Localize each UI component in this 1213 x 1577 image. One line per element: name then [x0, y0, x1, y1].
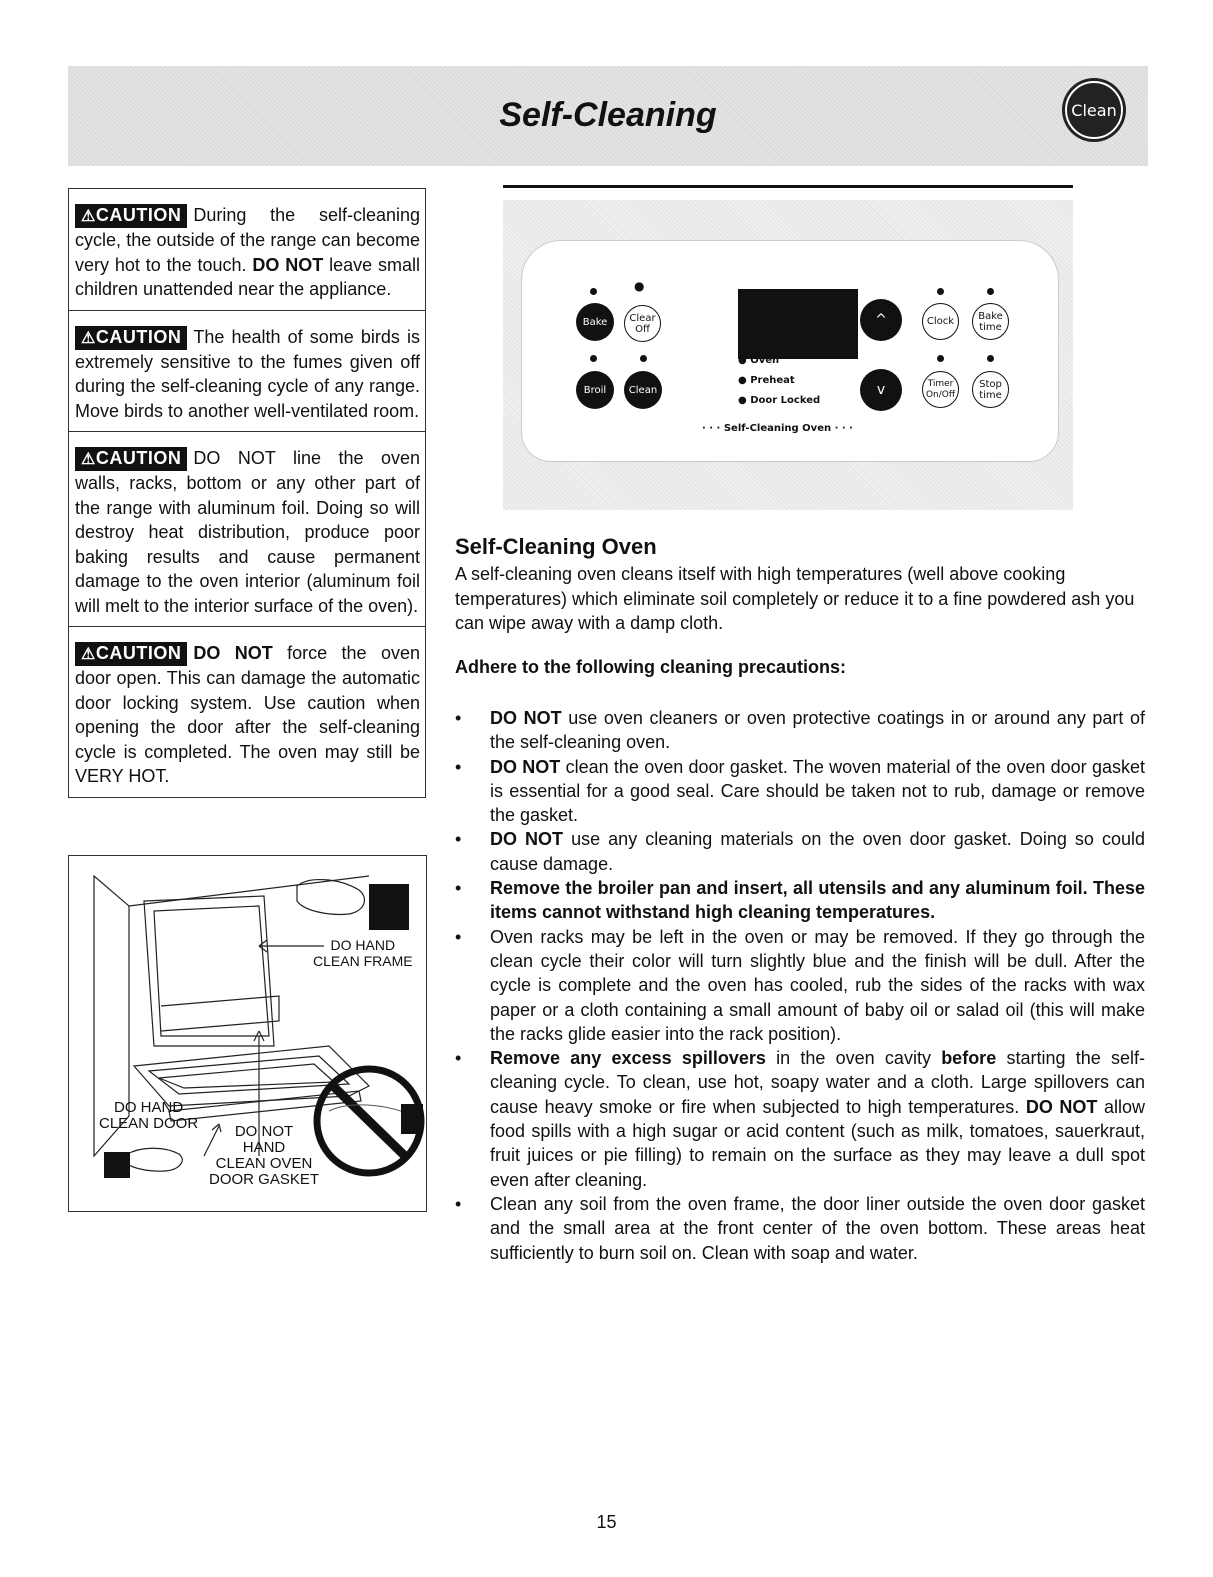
- caution-box: [68, 627, 426, 798]
- broil-button[interactable]: Broil: [576, 371, 614, 409]
- text: The health of some birds is extremely sensitive to the fumes given off during the self-cleaning cycle of any range. Move birds to another well-ventilated room.: [75, 326, 420, 421]
- caution-tag-label: CAUTION: [95, 326, 182, 347]
- clean-icon: [1062, 78, 1126, 142]
- bullet-icon: •: [455, 1048, 462, 1069]
- precautions-list: [455, 706, 1145, 1265]
- bold-text: Remove any excess spillovers: [490, 1048, 766, 1069]
- bold-text: DO NOT: [490, 708, 562, 728]
- text: leave small children unattended near the appliance.: [75, 254, 420, 299]
- precaution-item: [455, 755, 1145, 828]
- control-panel-illustration: [503, 200, 1073, 510]
- page-number: 15: [596, 1512, 617, 1532]
- caution-box: [68, 432, 426, 627]
- bold-text: DO NOT: [490, 829, 564, 850]
- indicator-dot: [937, 355, 944, 362]
- clean-button[interactable]: Clean: [624, 371, 662, 409]
- precaution-item: [455, 1046, 1145, 1192]
- caution-tag-label: CAUTION: [95, 448, 182, 468]
- bold-text: DO NOT: [490, 756, 561, 777]
- bold-text: Remove the broiler pan and insert, all utensils and any aluminum foil. These items cannot withstand high cleaning temperatures.: [490, 878, 1145, 923]
- caution-box: [68, 188, 426, 311]
- indicator-dot: [590, 288, 597, 295]
- clean-badge-label: Clean: [1071, 100, 1117, 120]
- bold-text: DO NOT: [252, 254, 324, 275]
- text: in the oven cavity: [765, 1048, 942, 1069]
- warning-icon: ⚠: [81, 208, 96, 225]
- caution-box: [68, 311, 426, 433]
- bold-text: DO NOT: [1025, 1096, 1098, 1117]
- caution-tag: [75, 447, 187, 471]
- control-panel-face: [521, 240, 1059, 462]
- page-title: Self-Cleaning: [499, 96, 717, 134]
- panel-top-rule: [503, 185, 1073, 188]
- bake-button[interactable]: Bake: [576, 303, 614, 341]
- indicator-dot: [987, 355, 994, 362]
- bold-text: before: [941, 1048, 997, 1069]
- header-band: [68, 66, 1148, 166]
- precaution-item: [455, 1192, 1145, 1265]
- caution-tag-label: CAUTION: [95, 205, 182, 225]
- warning-icon: ⚠: [81, 451, 96, 468]
- bake-time-button[interactable]: Bake time: [972, 303, 1009, 340]
- caution-tag-label: CAUTION: [95, 643, 182, 663]
- indicator-dot: [937, 288, 944, 295]
- down-arrow-button[interactable]: v: [860, 369, 902, 411]
- indicator-oven: ● Oven: [738, 355, 779, 366]
- indicator-preheat: ● Preheat: [738, 375, 795, 386]
- timer-button[interactable]: Timer On/Off: [922, 371, 959, 408]
- text: DO NOT line the oven walls, racks, bottom or any other part of the range with aluminum foil. Doing so will destroy heat distribution, produce poor baking results and cause permanent damage to the oven interior (aluminum foil will melt to the interior surface of the oven).: [75, 448, 420, 616]
- clear-off-button[interactable]: Clear Off: [624, 305, 661, 342]
- bold-text: DO NOT: [193, 643, 273, 663]
- precautions-heading: Adhere to the following cleaning precautions:: [455, 657, 847, 677]
- caution-column: [68, 188, 426, 798]
- text: clean the oven door gasket. The woven material of the oven door gasket is essential for a good seal. Care should be taken not to rub, damage or remove the gasket.: [490, 756, 1145, 826]
- time-display: [738, 289, 858, 359]
- text: starting the self-cleaning cycle. To clean, use hot, soapy water and a cloth. Large spillovers can cause heavy smoke or fire when subjected to high temperatures.: [490, 1048, 1145, 1117]
- frame-label: DO HAND CLEAN FRAME: [313, 937, 413, 969]
- intro-paragraph: A self-cleaning oven cleans itself with high temperatures (well above cooking temperatures) which eliminate soil completely or reduce it to a fine powdered ash you can wipe away with a damp cloth.: [455, 564, 1135, 633]
- caution-tag: [75, 326, 187, 350]
- clock-button[interactable]: Clock: [922, 303, 959, 340]
- bullet-icon: •: [455, 756, 462, 777]
- indicator-dot: [987, 288, 994, 295]
- precaution-item: [455, 876, 1145, 925]
- indicator-dot: [640, 355, 647, 362]
- bullet-icon: •: [455, 829, 462, 850]
- stop-time-button[interactable]: Stop time: [972, 371, 1009, 408]
- text: force the oven door open. This can damage the automatic door locking system. Use caution when opening the door after the self-cleaning cycle is completed. The oven may still be VERY HOT.: [75, 643, 420, 786]
- warning-icon: ⚠: [81, 329, 96, 347]
- text: use any cleaning materials on the oven door gasket. Doing so could cause damage.: [490, 829, 1145, 874]
- caution-tag: [75, 642, 187, 666]
- text: Clean any soil from the oven frame, the door liner outside the oven door gasket and the small area at the front center of the oven bottom. These areas heat sufficiently to burn soil on. Clean with soap and water.: [490, 1193, 1145, 1263]
- warning-icon: ⚠: [81, 646, 96, 663]
- bullet-icon: •: [455, 878, 462, 899]
- precaution-item: [455, 925, 1145, 1046]
- precaution-item: [455, 706, 1145, 755]
- bullet-icon: •: [455, 1193, 462, 1214]
- indicator-dot: [590, 355, 597, 362]
- indicator-door-locked: ● Door Locked: [738, 395, 820, 406]
- precaution-item: [455, 827, 1145, 876]
- bullet-icon: •: [455, 926, 462, 947]
- text: allow food spills with a high sugar or acid content (such as milk, tomatoes, sauerkraut, fruit juices or pie filling) to remain on the surface as they may leave a dull spot even after cleaning.: [490, 1096, 1145, 1190]
- oven-door-illustration: [68, 855, 427, 1212]
- self-cleaning-status: · · · Self-Cleaning Oven · · ·: [702, 423, 853, 434]
- door-label: DO HAND CLEAN DOOR: [99, 1099, 199, 1132]
- lock-icon: [634, 279, 644, 293]
- up-arrow-button[interactable]: ^: [860, 299, 902, 341]
- text: During the self-cleaning cycle, the outside of the range can become very hot to the touch.: [75, 205, 420, 275]
- text: use oven cleaners or oven protective coatings in or around any part of the self-cleaning oven.: [490, 708, 1145, 753]
- bullet-icon: •: [455, 708, 462, 728]
- gasket-label: DO NOT HAND CLEAN OVEN DOOR GASKET: [209, 1123, 320, 1188]
- section-title: Self-Cleaning Oven: [455, 534, 657, 559]
- text: Oven racks may be left in the oven or may be removed. If they go through the clean cycle their color will turn slightly blue and the finish will be dull. After the cycle is complete and the oven has cooled, rub the sides of the racks with wax paper or a cloth containing a small amount of baby oil or salad oil (this will make the racks glide easier into the rack position).: [490, 926, 1145, 1044]
- caution-tag: [75, 204, 187, 228]
